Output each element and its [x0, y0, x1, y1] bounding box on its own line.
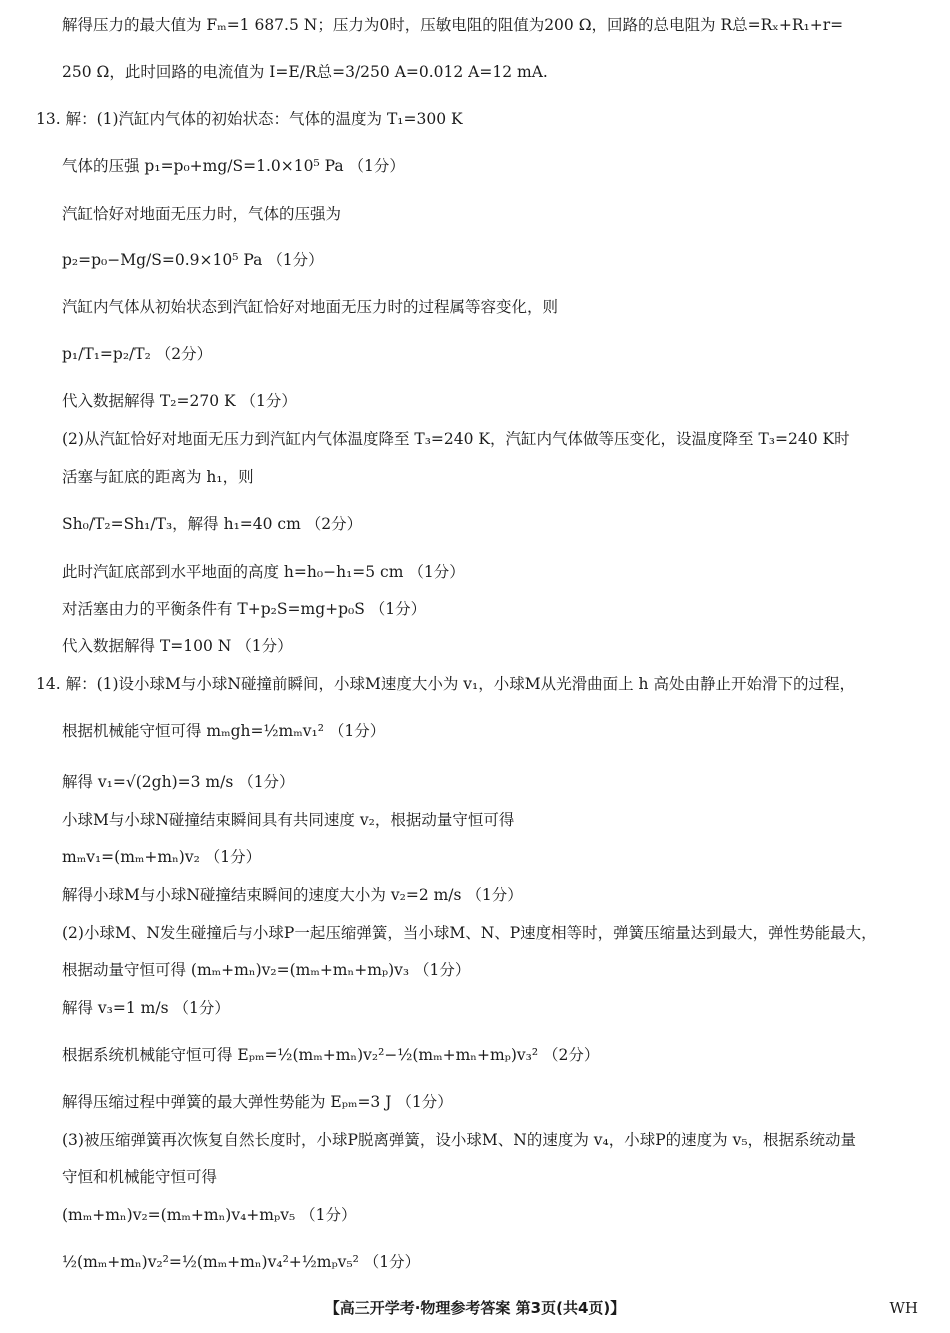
text-line: 13. 解：(1)汽缸内气体的初始状态：气体的温度为 T₁=300 K: [36, 110, 463, 128]
text-line: 气体的压强 p₁=p₀+mg/S=1.0×10⁵ Pa （1分）: [62, 157, 405, 175]
text-line: 汽缸恰好对地面无压力时，气体的压强为: [62, 205, 342, 223]
text-line: 汽缸内气体从初始状态到汽缸恰好对地面无压力时的过程属等容变化，则: [62, 298, 559, 316]
text-line: 14. 解：(1)设小球M与小球N碰撞前瞬间，小球M速度大小为 v₁，小球M从光滑曲面上 h 高处由静止开始滑下的过程，: [36, 675, 855, 693]
text-line: (2)小球M、N发生碰撞后与小球P一起压缩弹簧，当小球M、N、P速度相等时，弹簧压缩量达到最大，弹性势能最大，: [62, 924, 877, 942]
text-line: 根据系统机械能守恒可得 Eₚₘ=½(mₘ+mₙ)v₂²−½(mₘ+mₙ+mₚ)v₃² （2分）: [62, 1046, 600, 1064]
text-line: 守恒和机械能守恒可得: [62, 1168, 218, 1186]
text-line: 代入数据解得 T=100 N （1分）: [62, 637, 293, 655]
text-line: 解得小球M与小球N碰撞结束瞬间的速度大小为 v₂=2 m/s （1分）: [62, 886, 523, 904]
text-line: 解得 v₁=√(2gh)=3 m/s （1分）: [62, 773, 295, 791]
text-line: 根据动量守恒可得 (mₘ+mₙ)v₂=(mₘ+mₙ+mₚ)v₃ （1分）: [62, 961, 471, 979]
text-line: 活塞与缸底的距离为 h₁，则: [62, 468, 254, 486]
text-line: 解得压力的最大值为 Fₘ=1 687.5 N；压力为0时，压敏电阻的阻值为200 Ω，回路的总电阻为 R总=Rₓ+R₁+r=: [62, 16, 844, 34]
text-line: (3)被压缩弹簧再次恢复自然长度时，小球P脱离弹簧，设小球M、N的速度为 v₄，小球P的速度为 v₅，根据系统动量: [62, 1131, 857, 1149]
page-footer: 【高三开学考·物理参考答案 第3页(共4页)】: [324, 1299, 626, 1317]
text-line: 此时汽缸底部到水平地面的高度 h=h₀−h₁=5 cm （1分）: [62, 563, 465, 581]
text-line: 小球M与小球N碰撞结束瞬间具有共同速度 v₂，根据动量守恒可得: [62, 811, 515, 829]
text-line: ½(mₘ+mₙ)v₂²=½(mₘ+mₙ)v₄²+½mₚv₅² （1分）: [62, 1253, 421, 1271]
text-line: p₁/T₁=p₂/T₂ （2分）: [62, 345, 213, 363]
text-line: 根据机械能守恒可得 mₘgh=½mₘv₁² （1分）: [62, 722, 386, 740]
text-line: 解得 v₃=1 m/s （1分）: [62, 999, 230, 1017]
text-line: 250 Ω，此时回路的电流值为 I=E/R总=3/250 A=0.012 A=12 mA.: [62, 63, 548, 81]
text-line: mₘv₁=(mₘ+mₙ)v₂ （1分）: [62, 848, 262, 866]
footer-code: WH: [889, 1299, 918, 1317]
text-line: p₂=p₀−Mg/S=0.9×10⁵ Pa （1分）: [62, 251, 324, 269]
text-line: Sh₀/T₂=Sh₁/T₃，解得 h₁=40 cm （2分）: [62, 515, 363, 533]
text-line: 对活塞由力的平衡条件有 T+p₂S=mg+p₀S （1分）: [62, 600, 427, 618]
text-line: (mₘ+mₙ)v₂=(mₘ+mₙ)v₄+mₚv₅ （1分）: [62, 1206, 357, 1224]
text-line: 解得压缩过程中弹簧的最大弹性势能为 Eₚₘ=3 J （1分）: [62, 1093, 453, 1111]
text-line: 代入数据解得 T₂=270 K （1分）: [62, 392, 297, 410]
text-line: (2)从汽缸恰好对地面无压力到汽缸内气体温度降至 T₃=240 K，汽缸内气体做等压变化，设温度降至 T₃=240 K时: [62, 430, 850, 448]
